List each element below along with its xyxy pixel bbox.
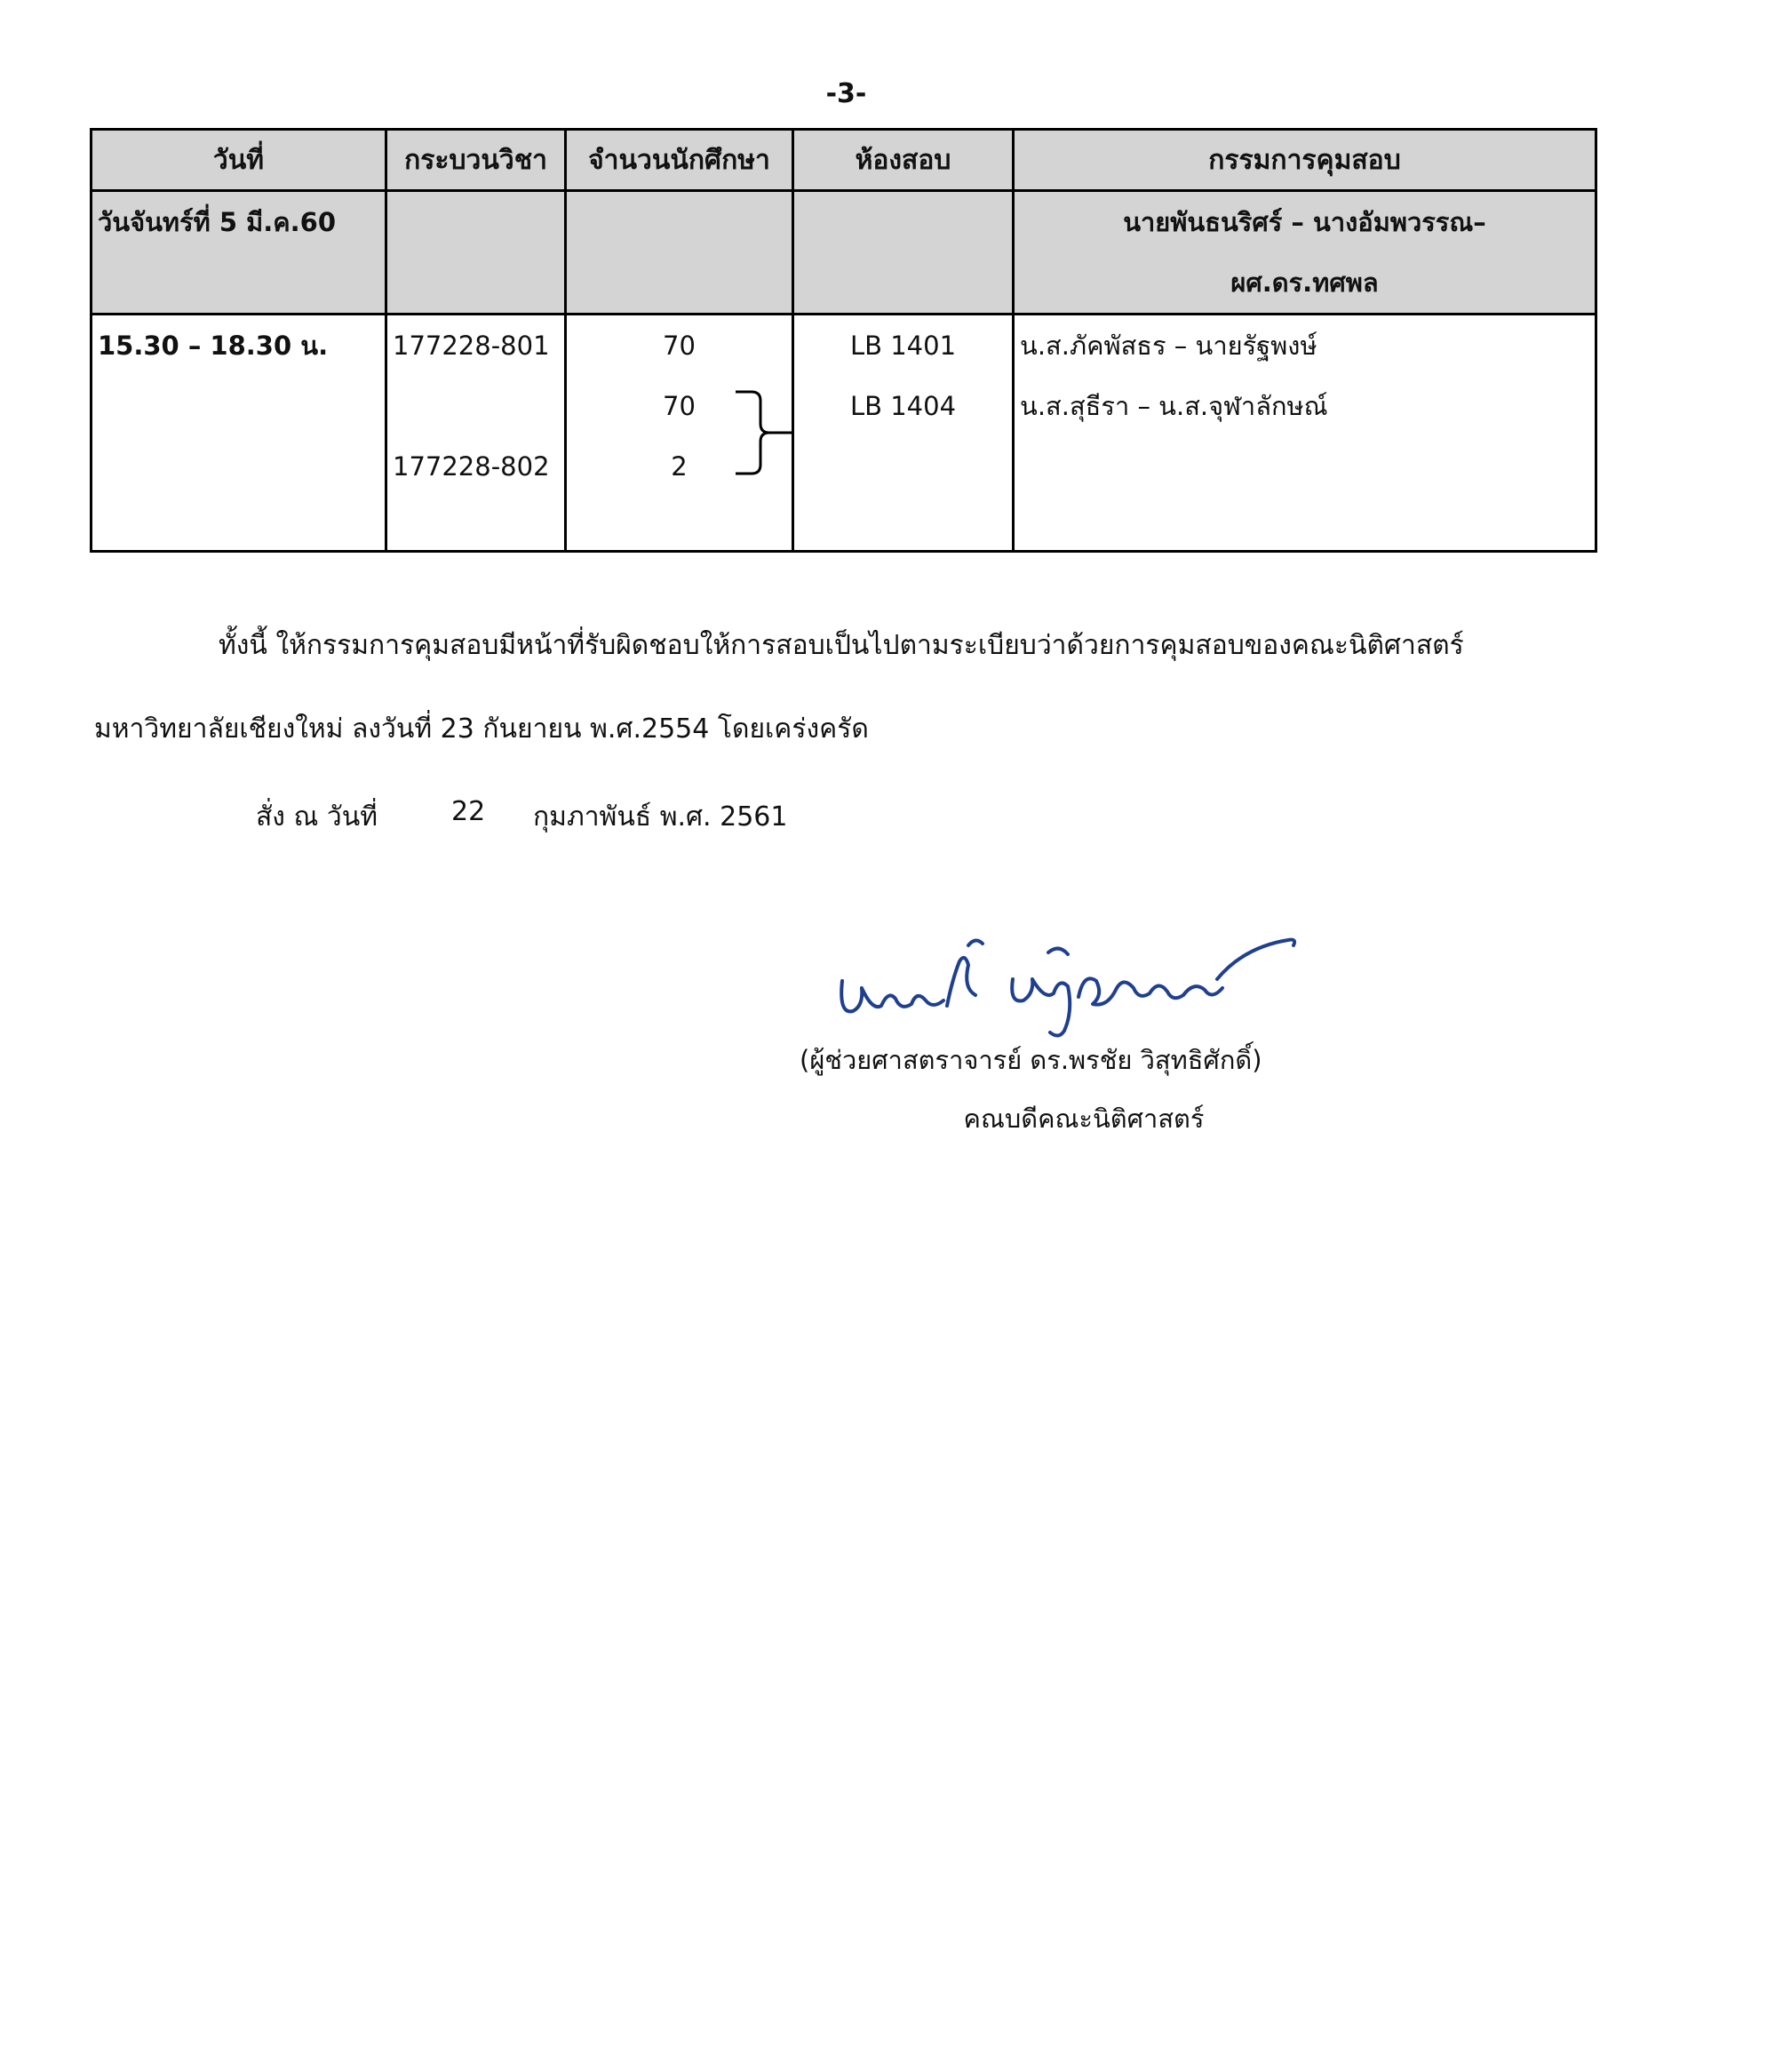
paragraph-line-2: มหาวิทยาลัยเชียงใหม่ ลงวันที่ 23 กันยายน พ.ศ.2554 โดยเคร่งครัด bbox=[94, 713, 869, 745]
course-code: 177228-802 bbox=[393, 451, 550, 482]
signer-name: (ผู้ช่วยศาสตราจารย์ ดร.พรชัย วิสุทธิศักดิ์) bbox=[800, 1045, 1262, 1075]
course-code: 177228-801 bbox=[393, 331, 550, 361]
proctor-pair: น.ส.สุธีรา – น.ส.จุฬาลักษณ์ bbox=[1020, 391, 1328, 421]
time-cell bbox=[92, 315, 386, 552]
student-count: 70 bbox=[663, 391, 696, 421]
signer-title: คณบดีคณะนิติศาสตร์ bbox=[963, 1104, 1205, 1134]
issued-day: 22 bbox=[451, 796, 486, 827]
header-date: วันที่ bbox=[92, 130, 386, 191]
header-proctors: กรรมการคุมสอบ bbox=[1014, 130, 1596, 191]
student-count: 70 bbox=[663, 331, 696, 361]
empty-cell bbox=[793, 191, 1014, 315]
empty-cell bbox=[386, 191, 566, 315]
date-cell bbox=[92, 191, 386, 315]
committee-cell bbox=[1014, 191, 1596, 315]
student-count: 2 bbox=[671, 451, 688, 482]
page-number: -3- bbox=[825, 78, 867, 109]
empty-cell bbox=[566, 191, 793, 315]
right-curly-brace-icon bbox=[734, 388, 796, 477]
committee-line-1: นายพันธนริศร์ – นางอัมพวรรณ– bbox=[1123, 207, 1486, 237]
student-count-cell bbox=[566, 315, 793, 552]
exam-room: LB 1404 bbox=[849, 391, 957, 421]
committee-line-2: ผศ.ดร.ทศพล bbox=[1230, 267, 1379, 298]
exam-schedule-table bbox=[90, 128, 1597, 553]
header-exam-room: ห้องสอบ bbox=[793, 130, 1014, 191]
table-row-session bbox=[92, 315, 1596, 552]
course-cell bbox=[386, 315, 566, 552]
header-student-count: จำนวนนักศึกษา bbox=[566, 130, 793, 191]
header-course: กระบวนวิชา bbox=[386, 130, 566, 191]
table-row-date bbox=[92, 191, 1596, 315]
paragraph-text: ทั้งนี้ ให้กรรมการคุมสอบมีหน้าที่รับผิดชอบให้การสอบเป็นไปตามระเบียบว่าด้วยการคุมสอบของคณะนิติศาสตร์ bbox=[219, 630, 1464, 661]
paragraph-line-1 bbox=[94, 604, 1604, 688]
issued-month-year: กุมภาพันธ์ พ.ศ. 2561 bbox=[533, 801, 788, 833]
issued-label: สั่ง ณ วันที่ bbox=[256, 801, 378, 833]
exam-date: วันจันทร์ที่ 5 มี.ค.60 bbox=[98, 207, 337, 237]
proctor-pair: น.ส.ภัคพัสธร – นายรัฐพงษ์ bbox=[1020, 331, 1317, 361]
proctors-cell bbox=[1014, 315, 1596, 552]
handwritten-signature-icon bbox=[826, 926, 1306, 1041]
table-header-row bbox=[92, 130, 1596, 191]
exam-room-cell bbox=[793, 315, 1014, 552]
exam-time: 15.30 – 18.30 น. bbox=[98, 331, 329, 361]
course-code bbox=[393, 376, 559, 436]
regulation-paragraph bbox=[94, 604, 1604, 771]
exam-room: LB 1401 bbox=[849, 331, 957, 361]
